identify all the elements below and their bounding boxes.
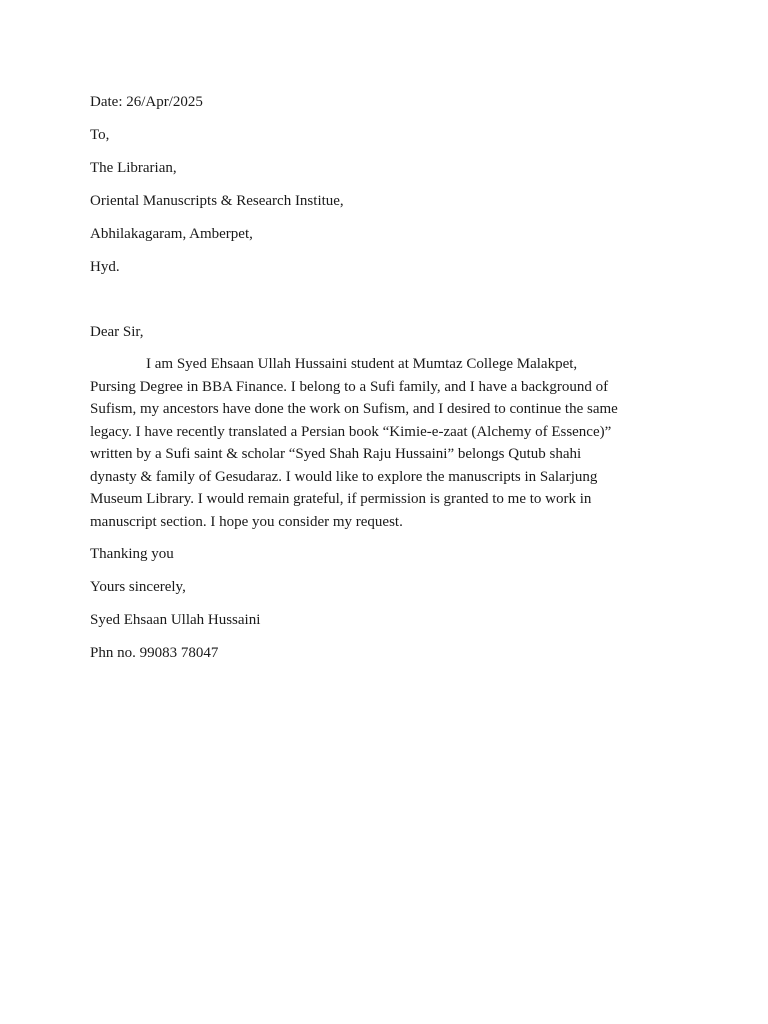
sender-phone: Phn no. 99083 78047 bbox=[90, 645, 219, 661]
thanks-line: Thanking you bbox=[90, 546, 174, 562]
letter-date: Date: 26/Apr/2025 bbox=[90, 94, 203, 110]
body-line: Pursing Degree in BBA Finance. I belong to a Sufi family, and I have a background of bbox=[90, 378, 609, 395]
body-line bbox=[90, 353, 686, 376]
body-line: manuscript section. I hope you consider my request. bbox=[90, 513, 403, 530]
body-line: Museum Library. I would remain grateful, if permission is granted to me to work in bbox=[90, 491, 592, 507]
recipient-organization: Oriental Manuscripts & Research Institue, bbox=[90, 193, 344, 209]
letter-body bbox=[90, 353, 686, 533]
salutation: Dear Sir, bbox=[90, 324, 144, 340]
body-line-text: I am Syed Ehsaan Ullah Hussaini student at Mumtaz College Malakpet, bbox=[146, 356, 578, 372]
body-line: Sufism, my ancestors have done the work on Sufism, and I desired to continue the same bbox=[90, 401, 618, 417]
recipient-title: The Librarian, bbox=[90, 160, 177, 176]
letter-to: To, bbox=[90, 127, 110, 143]
body-line: legacy. I have recently translated a Persian book “Kimie-e-zaat (Alchemy of Essence)” bbox=[90, 423, 612, 440]
body-line: dynasty & family of Gesudaraz. I would like to explore the manuscripts in Salarjung bbox=[90, 468, 598, 485]
body-line: written by a Sufi saint & scholar “Syed Shah Raju Hussaini” belongs Qutub shahi bbox=[90, 446, 582, 462]
recipient-city: Hyd. bbox=[90, 259, 120, 275]
recipient-address: Abhilakagaram, Amberpet, bbox=[90, 226, 253, 242]
sender-name: Syed Ehsaan Ullah Hussaini bbox=[90, 612, 261, 628]
closing-line: Yours sincerely, bbox=[90, 579, 186, 595]
